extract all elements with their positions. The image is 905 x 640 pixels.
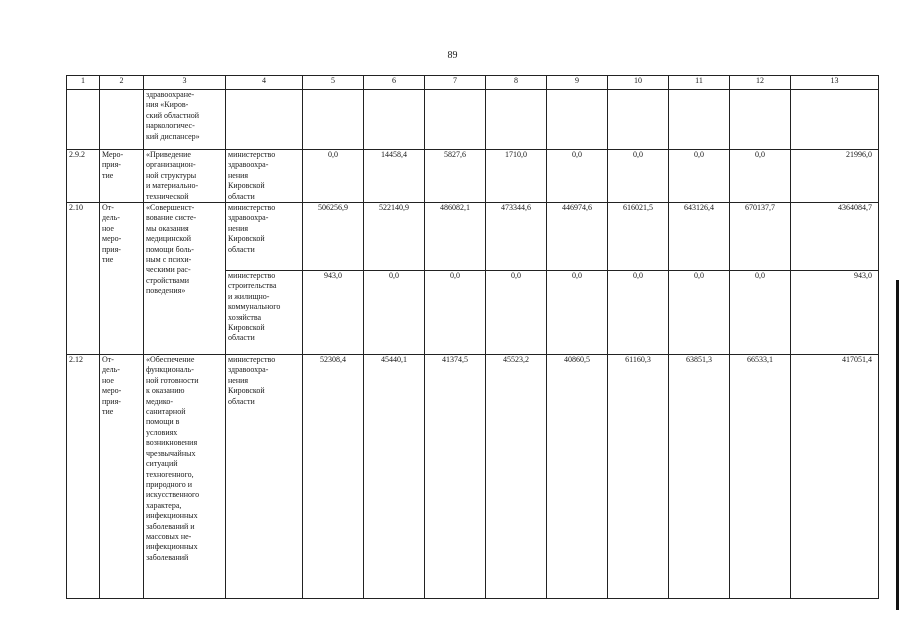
amount-cell: 5827,6: [425, 150, 486, 203]
amount-cell: 643126,4: [669, 203, 730, 271]
amount-cell: 21996,0: [791, 150, 879, 203]
responsible-executor-cell: министерство здравоохра- нения Кировской области: [226, 203, 303, 271]
amount-cell: [730, 90, 791, 150]
amount-cell: 506256,9: [303, 203, 364, 271]
amount-cell: 0,0: [486, 271, 547, 355]
table-row: [67, 90, 879, 150]
amount-cell: 14458,4: [364, 150, 425, 203]
amount-cell: 616021,5: [608, 203, 669, 271]
item-name-cell: «Обеспечение функциональ- ной готовности к оказанию медико- санитарной помощи в условиях возникновения чрезвычайных ситуаций техногенного, природного и искусственного характера, инфекционных заболеваний и массовых не- инфекционных заболеваний: [144, 355, 226, 599]
column-header: 2: [100, 76, 144, 90]
item-number-cell: 2.10: [67, 203, 100, 355]
column-header: 10: [608, 76, 669, 90]
item-name-cell: здравоохране- ния «Киров- ский областной наркологичес- кий диспансер»: [144, 90, 226, 150]
amount-cell: 473344,6: [486, 203, 547, 271]
table-row: [67, 150, 879, 203]
amount-cell: 486082,1: [425, 203, 486, 271]
amount-cell: 0,0: [608, 150, 669, 203]
column-header: 11: [669, 76, 730, 90]
item-number-cell: [67, 90, 100, 150]
column-header: 1: [67, 76, 100, 90]
scan-edge-mark: [896, 280, 899, 610]
amount-cell: 0,0: [608, 271, 669, 355]
column-header: 12: [730, 76, 791, 90]
responsible-executor-cell: министерство здравоохра- нения Кировской области: [226, 150, 303, 203]
column-header: 8: [486, 76, 547, 90]
responsible-executor-cell: [226, 90, 303, 150]
item-type-cell: Меро- прия- тие: [100, 150, 144, 203]
amount-cell: 943,0: [303, 271, 364, 355]
amount-cell: 45440,1: [364, 355, 425, 599]
amount-cell: [791, 90, 879, 150]
amount-cell: 943,0: [791, 271, 879, 355]
column-header: 5: [303, 76, 364, 90]
amount-cell: 63851,3: [669, 355, 730, 599]
amount-cell: 4364084,7: [791, 203, 879, 271]
responsible-executor-cell: министерство здравоохра- нения Кировской области: [226, 355, 303, 599]
amount-cell: 0,0: [547, 150, 608, 203]
item-type-cell: От- дель- ное меро- прия- тие: [100, 355, 144, 599]
amount-cell: 0,0: [547, 271, 608, 355]
amount-cell: 61160,3: [608, 355, 669, 599]
amount-cell: 417051,4: [791, 355, 879, 599]
budget-table: [66, 75, 879, 599]
amount-cell: 0,0: [669, 150, 730, 203]
column-header: 7: [425, 76, 486, 90]
item-number-cell: 2.12: [67, 355, 100, 599]
amount-cell: 522140,9: [364, 203, 425, 271]
item-name-cell: «Приведение организацион- ной структуры и материально- технической: [144, 150, 226, 203]
amount-cell: [669, 90, 730, 150]
amount-cell: [425, 90, 486, 150]
responsible-executor-cell: министерство строительства и жилищно- коммунального хозяйства Кировской области: [226, 271, 303, 355]
amount-cell: 446974,6: [547, 203, 608, 271]
amount-cell: 670137,7: [730, 203, 791, 271]
table-row: [67, 203, 879, 271]
column-number-row: [67, 76, 879, 90]
table-row: [67, 355, 879, 599]
item-number-cell: 2.9.2: [67, 150, 100, 203]
amount-cell: 52308,4: [303, 355, 364, 599]
column-header: 3: [144, 76, 226, 90]
page-number: 89: [447, 50, 458, 61]
amount-cell: [547, 90, 608, 150]
amount-cell: 41374,5: [425, 355, 486, 599]
amount-cell: 0,0: [303, 150, 364, 203]
amount-cell: [303, 90, 364, 150]
amount-cell: [486, 90, 547, 150]
column-header: 6: [364, 76, 425, 90]
item-name-cell: «Совершенст- вование систе- мы оказания медицинской помощи боль- ным с психи- ческими рас- стройствами поведения»: [144, 203, 226, 355]
column-header: 9: [547, 76, 608, 90]
amount-cell: 0,0: [730, 271, 791, 355]
amount-cell: 0,0: [425, 271, 486, 355]
item-type-cell: От- дель- ное меро- прия- тие: [100, 203, 144, 355]
amount-cell: 66533,1: [730, 355, 791, 599]
amount-cell: 0,0: [364, 271, 425, 355]
amount-cell: 0,0: [730, 150, 791, 203]
column-header: 13: [791, 76, 879, 90]
amount-cell: 0,0: [669, 271, 730, 355]
amount-cell: 40860,5: [547, 355, 608, 599]
column-header: 4: [226, 76, 303, 90]
amount-cell: [364, 90, 425, 150]
item-type-cell: [100, 90, 144, 150]
amount-cell: 1710,0: [486, 150, 547, 203]
amount-cell: 45523,2: [486, 355, 547, 599]
amount-cell: [608, 90, 669, 150]
